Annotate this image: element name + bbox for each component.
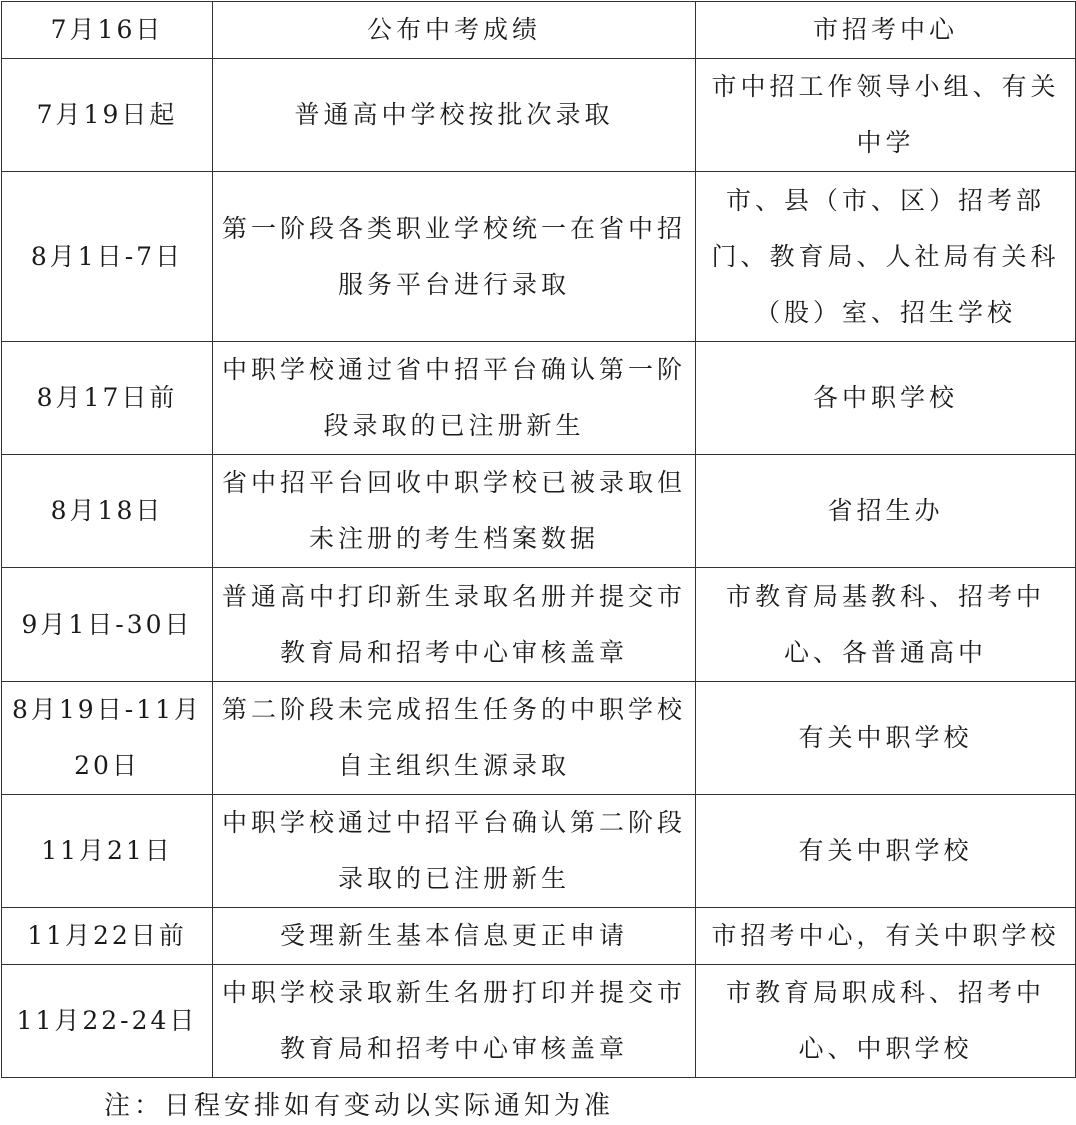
dept-cell: 市中招工作领导小组、有关中学: [696, 59, 1076, 172]
date-cell: 8月18日: [2, 455, 213, 568]
date-cell: 7月19日起: [2, 59, 213, 172]
date-cell: 8月19日-11月20日: [2, 682, 213, 795]
table-row: [2, 455, 1076, 568]
date-cell: 9月1日-30日: [2, 568, 213, 682]
task-cell: 普通高中打印新生录取名册并提交市教育局和招考中心审核盖章: [213, 568, 696, 682]
table-row: [2, 682, 1076, 795]
table-row: [2, 965, 1076, 1078]
dept-cell: 有关中职学校: [696, 682, 1076, 795]
dept-cell: 市教育局职成科、招考中心、中职学校: [696, 965, 1076, 1078]
dept-cell: 市、县（市、区）招考部门、教育局、人社局有关科（股）室、招生学校: [696, 172, 1076, 342]
task-cell: 受理新生基本信息更正申请: [213, 908, 696, 965]
dept-cell: 有关中职学校: [696, 795, 1076, 908]
date-cell: 11月22日前: [2, 908, 213, 965]
dept-cell: 市教育局基教科、招考中心、各普通高中: [696, 568, 1076, 682]
task-cell: 第二阶段未完成招生任务的中职学校自主组织生源录取: [213, 682, 696, 795]
table-row: [2, 908, 1076, 965]
dept-cell: 市招考中心: [696, 2, 1076, 59]
task-cell: 中职学校通过省中招平台确认第一阶段录取的已注册新生: [213, 342, 696, 455]
dept-cell: 省招生办: [696, 455, 1076, 568]
date-cell: 8月17日前: [2, 342, 213, 455]
dept-cell: 各中职学校: [696, 342, 1076, 455]
task-cell: 公布中考成绩: [213, 2, 696, 59]
table-row: [2, 172, 1076, 342]
table-row: [2, 795, 1076, 908]
table-row: [2, 342, 1076, 455]
date-cell: 7月16日: [2, 2, 213, 59]
table-row: [2, 59, 1076, 172]
date-cell: 8月1日-7日: [2, 172, 213, 342]
task-cell: 省中招平台回收中职学校已被录取但未注册的考生档案数据: [213, 455, 696, 568]
task-cell: 第一阶段各类职业学校统一在省中招服务平台进行录取: [213, 172, 696, 342]
task-cell: 中职学校录取新生名册打印并提交市教育局和招考中心审核盖章: [213, 965, 696, 1078]
footnote: 注：日程安排如有变动以实际通知为准: [104, 1091, 615, 1121]
date-cell: 11月21日: [2, 795, 213, 908]
dept-cell: 市招考中心，有关中职学校: [696, 908, 1076, 965]
schedule-table: [1, 1, 1076, 1078]
table-row: [2, 2, 1076, 59]
task-cell: 普通高中学校按批次录取: [213, 59, 696, 172]
task-cell: 中职学校通过中招平台确认第二阶段录取的已注册新生: [213, 795, 696, 908]
table-row: [2, 568, 1076, 682]
date-cell: 11月22-24日: [2, 965, 213, 1078]
